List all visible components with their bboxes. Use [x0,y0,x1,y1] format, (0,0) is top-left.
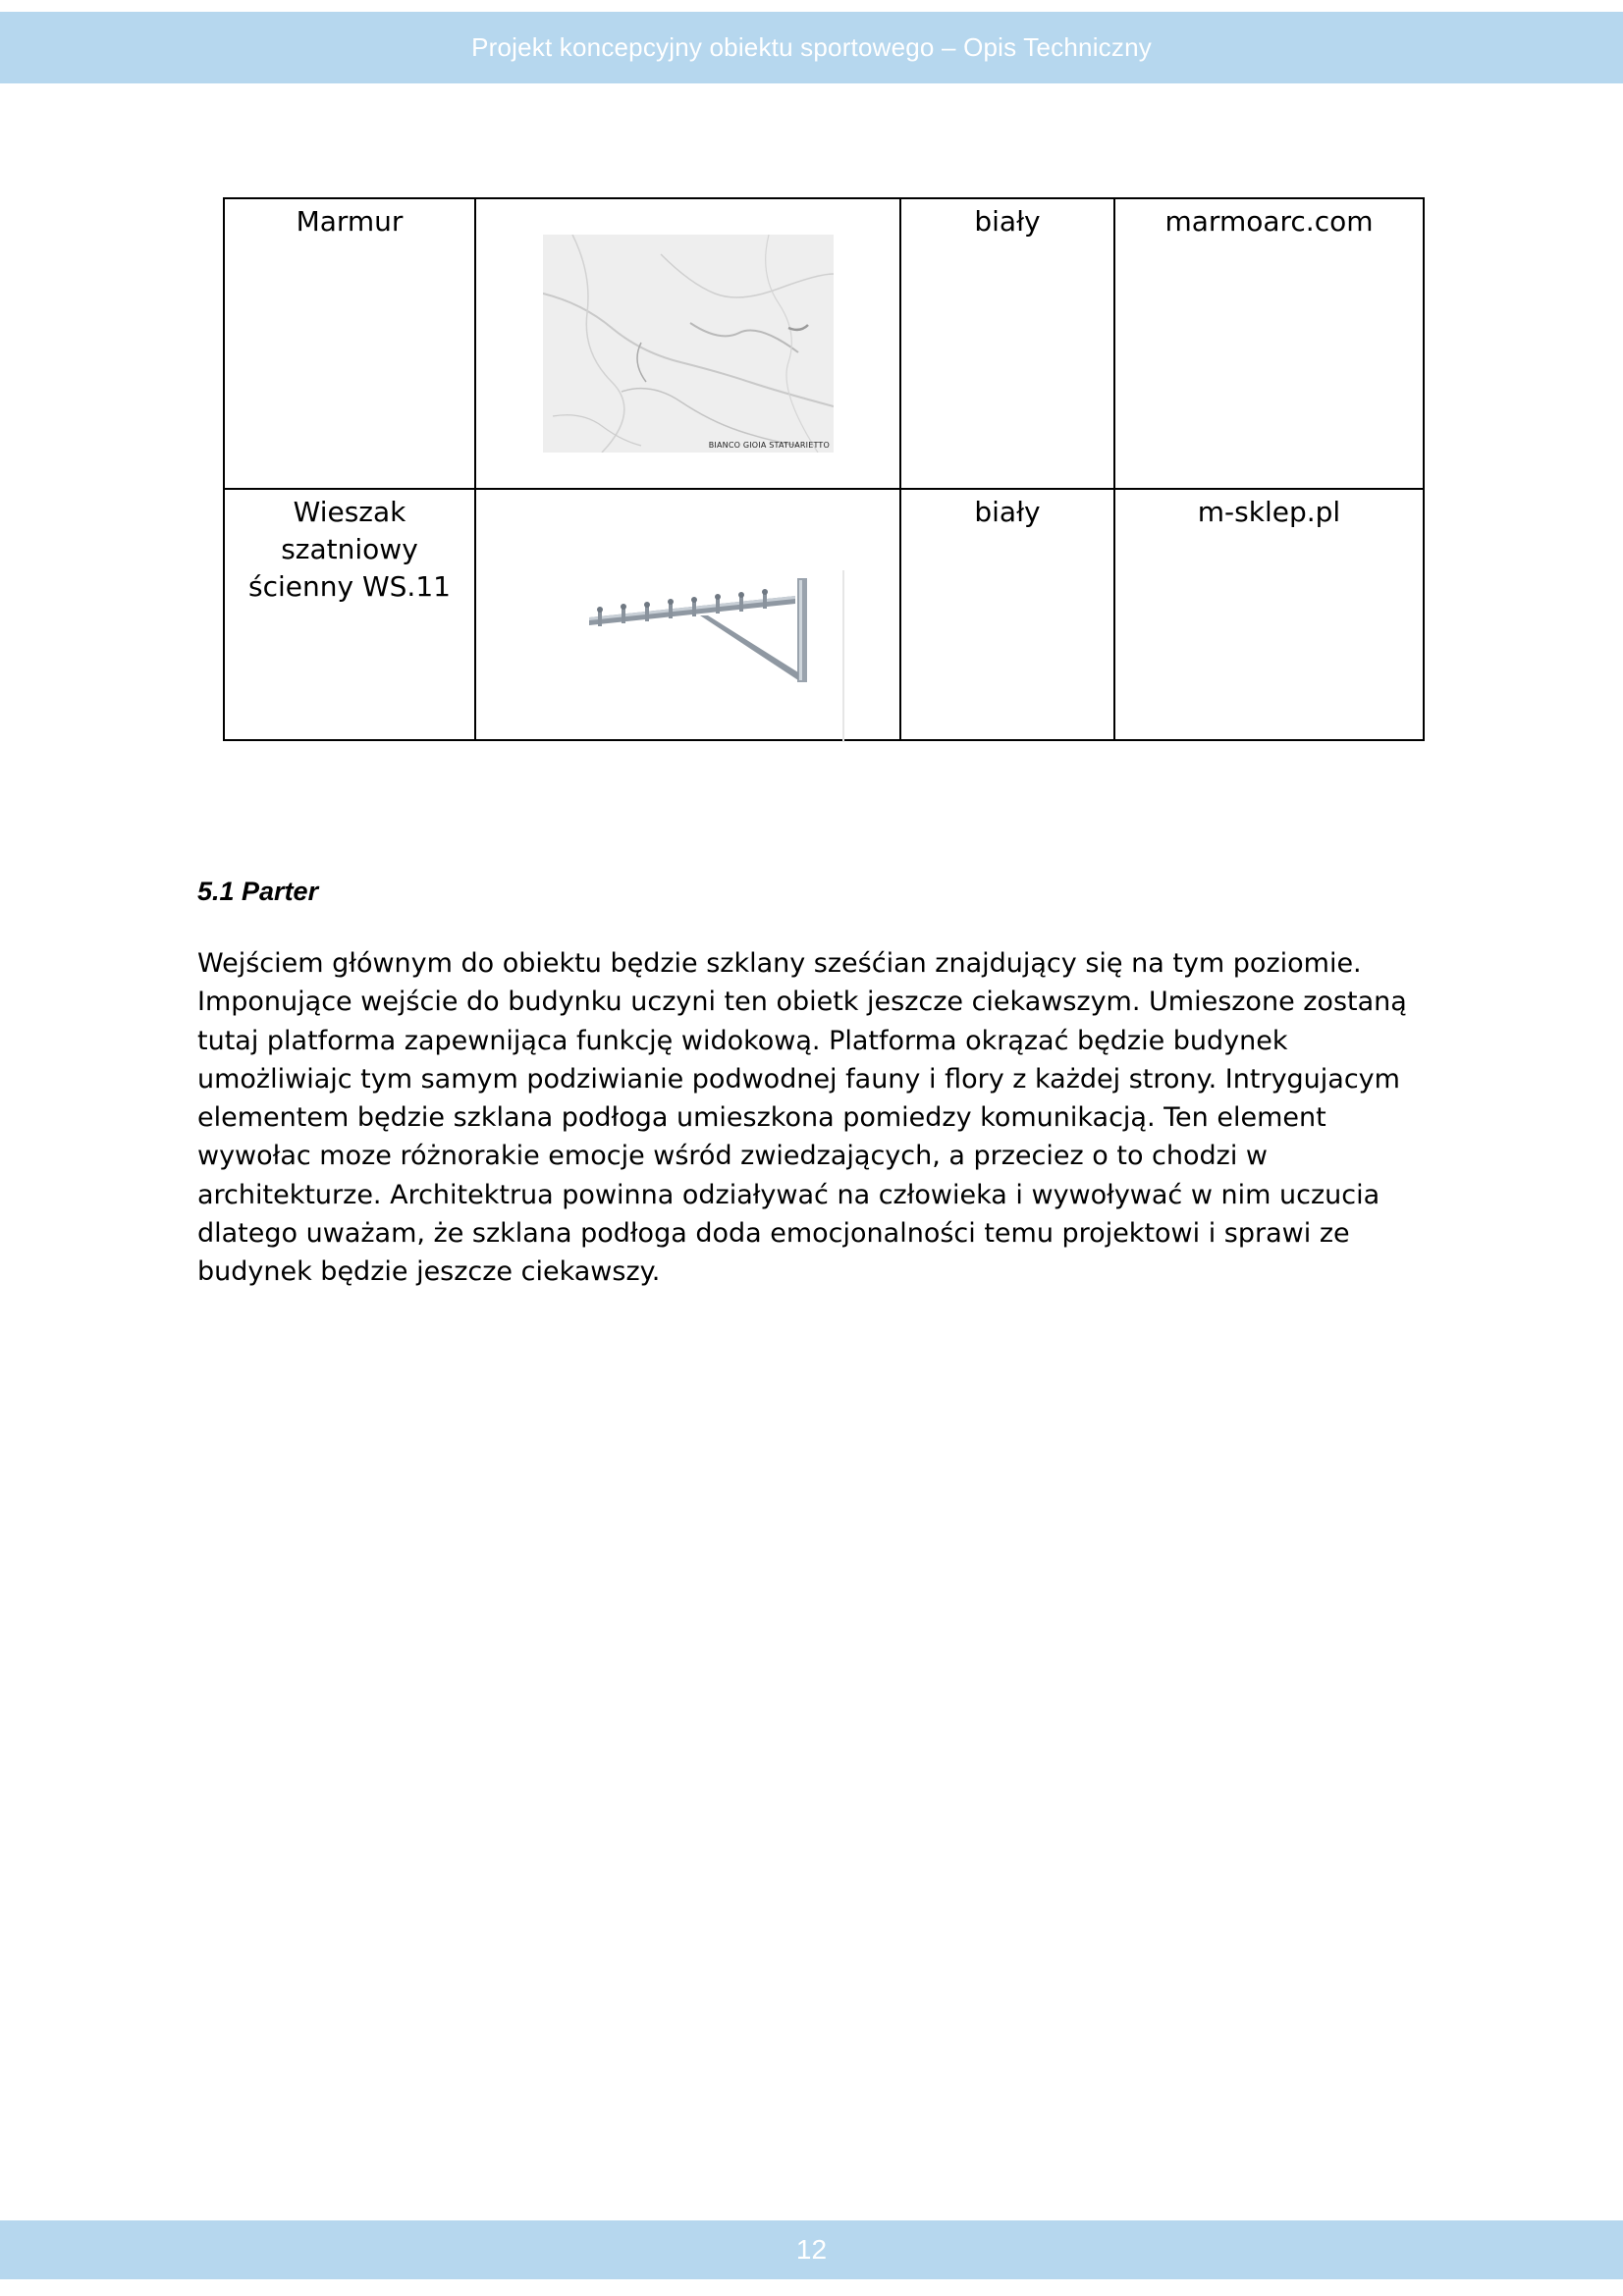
material-name-line: Wieszak [293,496,406,528]
section-heading: 5.1 Parter [197,877,319,906]
page-header [0,12,1623,83]
materials-table [223,197,1425,741]
document-title: Projekt koncepcyjny obiektu sportowego – Opis Techniczny [471,32,1152,62]
image-caption: BIANCO GIOIA STATUARIETTO [708,441,830,450]
table-row [224,489,1424,740]
paragraph-line: wywołac moze różnorakie emocje wśród zwiedzających, a przeciez o to chodzi w [197,1141,1268,1172]
material-name-line: ścienny WS.11 [248,570,451,603]
material-color: biały [974,205,1041,238]
paragraph-line: umożliwiajc tym samym podziwianie podwodnej fauny i flory z każdej strony. Intrygujacym [197,1063,1400,1095]
material-source: m-sklep.pl [1197,496,1341,528]
material-name-line: szatniowy [281,533,418,565]
table-row [224,198,1424,489]
page-footer [0,2220,1623,2279]
paragraph-line: elementem będzie szklana podłoga umieszkona pomiedzy komunikacją. Ten element [197,1102,1326,1134]
paragraph-line: dlatego uważam, że szklana podłoga doda emocjonalności temu projektowi i sprawi ze [197,1218,1350,1250]
material-image-cell [475,489,900,740]
paragraph-line: Imponujące wejście do budynku uczyni ten obietk jeszcze ciekawszym. Umieszone zostaną [197,987,1407,1018]
body-paragraph [197,944,1474,1292]
color-cell [900,198,1114,489]
source-cell [1114,198,1424,489]
material-name: Marmur [296,205,404,238]
material-source: marmoarc.com [1164,205,1374,238]
wall-coat-rack-image [584,570,859,742]
material-name-cell [224,489,475,740]
marble-texture-image [543,235,834,453]
paragraph-line: architekturze. Architektrua powinna odziaływać na człowieka i wywoływać w nim uczucia [197,1179,1380,1210]
material-name-cell [224,198,475,489]
color-cell [900,489,1114,740]
page-number: 12 [795,2234,828,2265]
paragraph-line: Wejściem głównym do obiektu będzie szklany sześćian znajdujący się na tym poziomie. [197,948,1362,979]
source-cell [1114,489,1424,740]
paragraph-line: tutaj platforma zapewnijąca funkcję widokową. Platforma okrązać będzie budynek [197,1025,1288,1056]
material-color: biały [974,496,1041,528]
material-image-cell [475,198,900,489]
paragraph-line: budynek będzie jeszcze ciekawszy. [197,1256,661,1288]
